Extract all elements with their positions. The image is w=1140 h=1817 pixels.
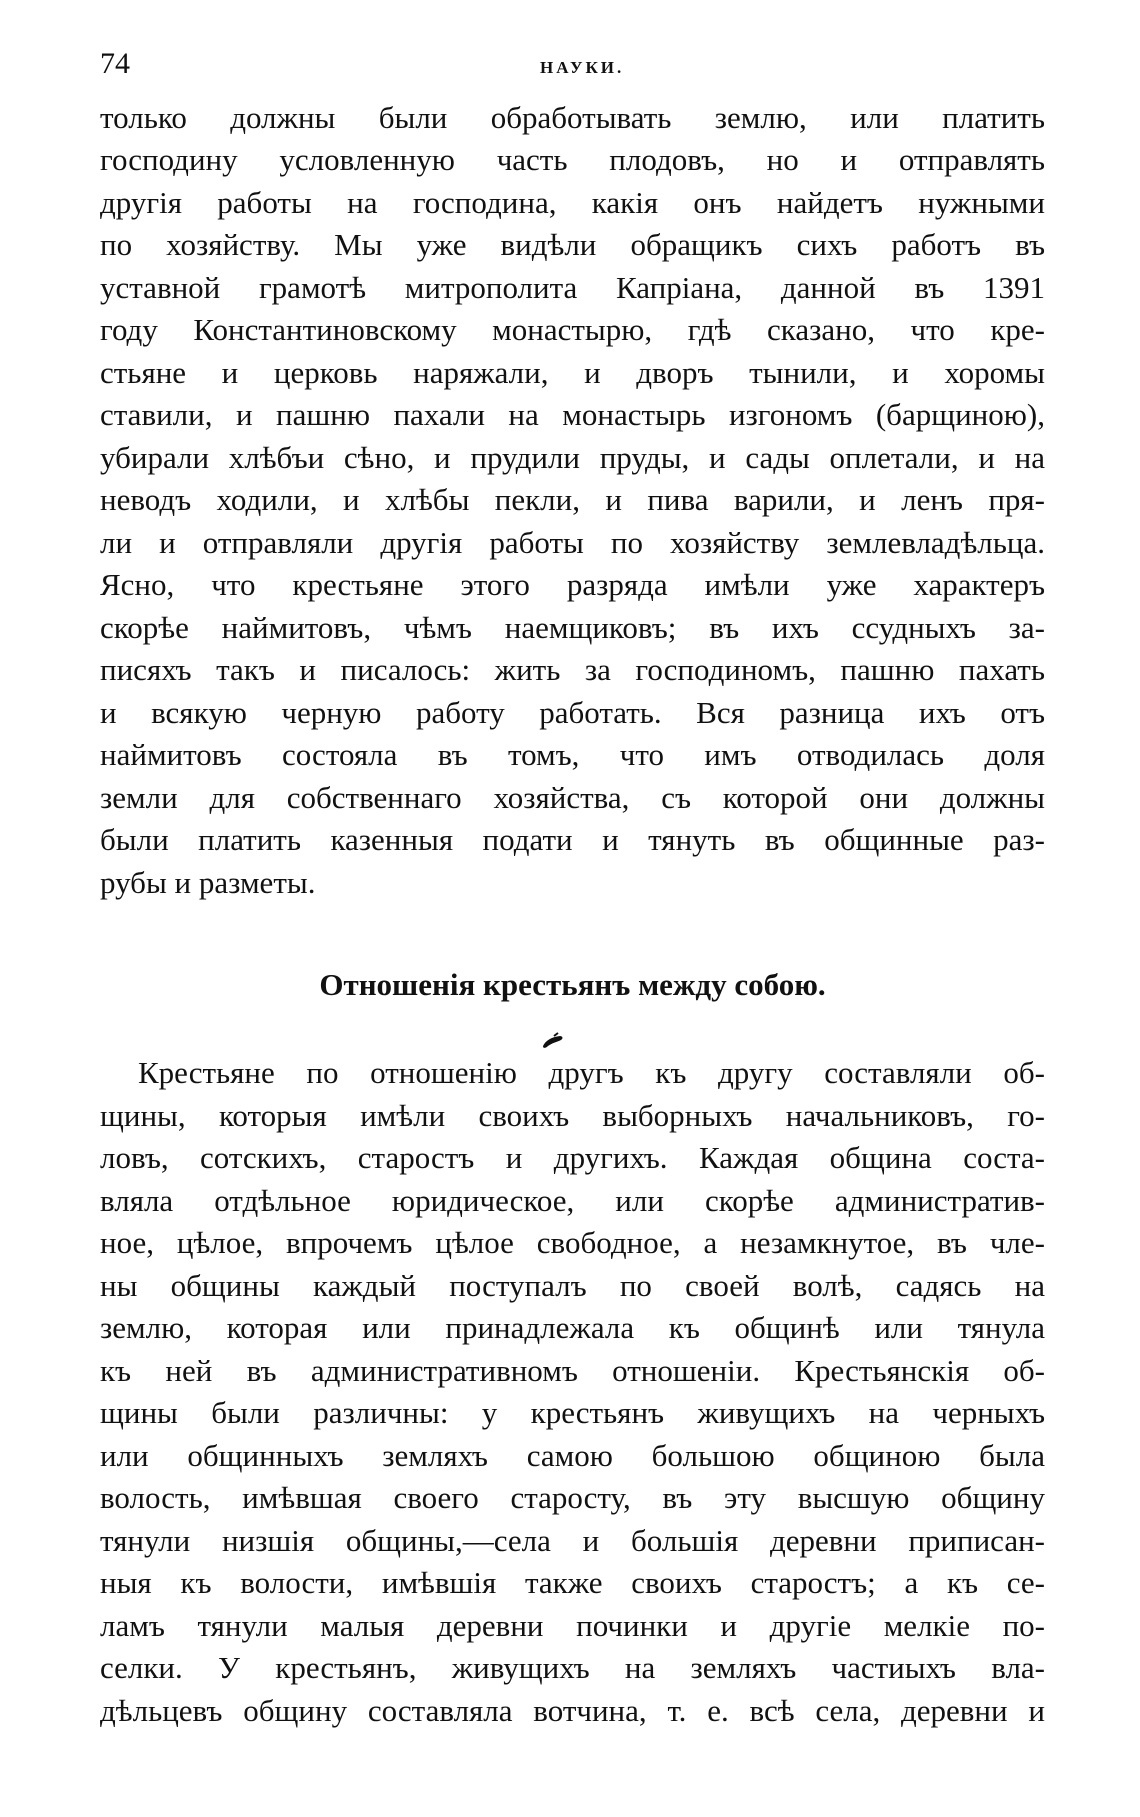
text-line: году Константиновскому монастырю, гдѣ сказано, что кре- — [100, 312, 1045, 347]
page-number: 74 — [100, 47, 130, 80]
text-line: ное, цѣлое, впрочемъ цѣлое свободное, а незамкнутое, въ чле- — [100, 1225, 1045, 1260]
text-line: селки. У крестьянъ, живущихъ на земляхъ частиыхъ вла- — [100, 1650, 1045, 1685]
text-line: Крестьяне по отношенію другъ къ другу составляли об- — [138, 1055, 1045, 1090]
text-line: ставили, и пашню пахали на монастырь изгономъ (барщиною), — [100, 397, 1045, 432]
text-line: щины, которыя имѣли своихъ выборныхъ начальниковъ, го- — [100, 1098, 1045, 1133]
text-line: убирали хлѣбъи сѣно, и прудили пруды, и сады оплетали, и на — [100, 440, 1045, 475]
text-line: скорѣе наймитовъ, чѣмъ наемщиковъ; въ ихъ ссудныхъ за- — [100, 610, 1045, 645]
text-line: по хозяйству. Мы уже видѣли обращикъ сихъ работъ въ — [100, 227, 1045, 262]
text-line: только должны были обработывать землю, или платить — [100, 100, 1045, 135]
text-line: ны общины каждый поступалъ по своей волѣ, садясь на — [100, 1268, 1045, 1303]
ink-mark-icon — [540, 1032, 566, 1050]
text-line: дѣльцевъ общину составляла вотчина, т. е. всѣ села, деревни и — [100, 1693, 1045, 1728]
text-line: и всякую черную работу работать. Вся разница ихъ отъ — [100, 695, 1045, 730]
running-head: НАУКИ. — [540, 58, 625, 77]
text-line: были платить казенныя подати и тянуть въ общинные раз- — [100, 822, 1045, 857]
text-line: господину условленную часть плодовъ, но и отправлять — [100, 142, 1045, 177]
text-line: къ ней въ административномъ отношеніи. Крестьянскія об- — [100, 1353, 1045, 1388]
text-line: Ясно, что крестьяне этого разряда имѣли уже характеръ — [100, 567, 1045, 602]
text-line: наймитовъ состояла въ томъ, что имъ отводилась доля — [100, 737, 1045, 772]
text-line: ли и отправляли другія работы по хозяйству землевладѣльца. — [100, 525, 1045, 560]
text-line: или общинныхъ земляхъ самою большою общиною была — [100, 1438, 1045, 1473]
text-line: земли для собственнаго хозяйства, съ которой они должны — [100, 780, 1045, 815]
text-line: стьяне и церковь наряжали, и дворъ тынили, и хоромы — [100, 355, 1045, 390]
text-line: уставной грамотѣ митрополита Капріана, данной въ 1391 — [100, 270, 1045, 305]
text-line: ныя къ волости, имѣвшія также своихъ старостъ; а къ се- — [100, 1565, 1045, 1600]
text-line: неводъ ходили, и хлѣбы пекли, и пива варили, и ленъ пря- — [100, 482, 1045, 517]
text-line: рубы и разметы. — [100, 865, 316, 900]
text-line: ламъ тянули малыя деревни починки и другіе мелкіе по- — [100, 1608, 1045, 1643]
text-line: писяхъ такъ и писалось: жить за господиномъ, пашню пахать — [100, 652, 1045, 687]
text-line: другія работы на господина, какія онъ найдетъ нужными — [100, 185, 1045, 220]
text-line: ловъ, сотскихъ, старостъ и другихъ. Каждая община соста- — [100, 1140, 1045, 1175]
text-line: щины были различны: у крестьянъ живущихъ на черныхъ — [100, 1395, 1045, 1430]
text-line: волость, имѣвшая своего старосту, въ эту высшую общину — [100, 1480, 1045, 1515]
section-heading: Отношенія крестьянъ между собою. — [319, 967, 826, 1002]
text-line: вляла отдѣльное юридическое, или скорѣе административ- — [100, 1183, 1045, 1218]
text-line: тянули низшія общины,—села и большія деревни приписан- — [100, 1523, 1045, 1558]
text-line: землю, которая или принадлежала къ общинѣ или тянула — [100, 1310, 1045, 1345]
